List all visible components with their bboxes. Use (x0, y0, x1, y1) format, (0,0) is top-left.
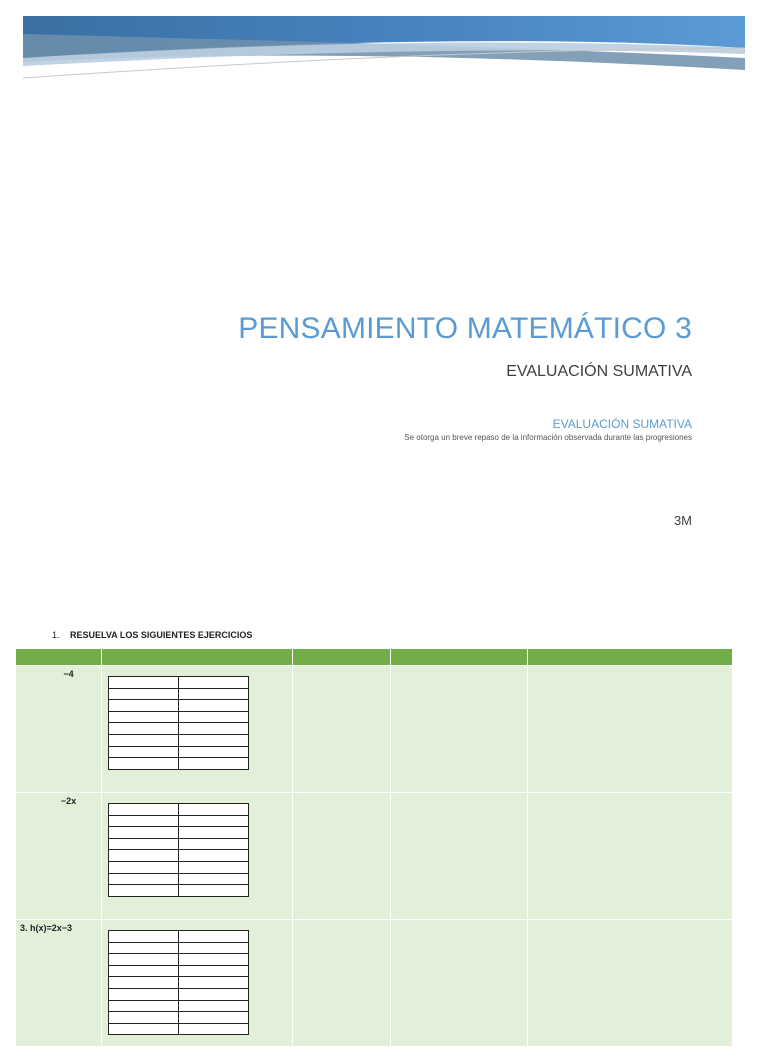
value-table-cell (102, 666, 293, 793)
header-cell (293, 649, 391, 666)
section-number: 1. (52, 630, 60, 640)
answer-cell[interactable] (528, 666, 733, 793)
header-cell (16, 649, 102, 666)
value-table[interactable] (108, 803, 249, 897)
answer-cell[interactable] (293, 666, 391, 793)
expression-cell (16, 666, 102, 793)
answer-cell[interactable] (528, 793, 733, 920)
value-table[interactable] (108, 930, 249, 1035)
answer-cell[interactable] (391, 920, 528, 1047)
exercise-row (16, 793, 733, 920)
value-table-cell (102, 793, 293, 920)
header-cell (391, 649, 528, 666)
expression-cell (16, 920, 102, 1047)
header-cell (102, 649, 293, 666)
header-banner (0, 0, 768, 90)
exercise-expression: 3. h(x)=2x−3 (20, 923, 73, 933)
answer-cell[interactable] (391, 793, 528, 920)
instruction-text: RESUELVA LOS SIGUIENTES EJERCICIOS (70, 630, 253, 640)
document-title: PENSAMIENTO MATEMÁTICO 3 (238, 312, 692, 345)
abstract-text: Se otorga un breve repaso de la información observada durante las progresiones (404, 433, 692, 442)
expression-cell (16, 793, 102, 920)
exercise-row (16, 920, 733, 1047)
document-subtitle: EVALUACIÓN SUMATIVA (506, 363, 692, 380)
exercise-row (16, 666, 733, 793)
abstract-heading: EVALUACIÓN SUMATIVA (552, 417, 692, 431)
value-table[interactable] (108, 676, 249, 770)
exercise-table (15, 648, 733, 1047)
value-table-cell (102, 920, 293, 1047)
course-code: 3M (673, 513, 692, 528)
table-header-row (16, 649, 733, 666)
answer-cell[interactable] (391, 666, 528, 793)
exercise-expression: −4 (63, 669, 74, 679)
exercise-expression: −2x (60, 796, 77, 806)
answer-cell[interactable] (293, 793, 391, 920)
section-instruction (52, 630, 252, 640)
answer-cell[interactable] (293, 920, 391, 1047)
header-cell (528, 649, 733, 666)
answer-cell[interactable] (528, 920, 733, 1047)
